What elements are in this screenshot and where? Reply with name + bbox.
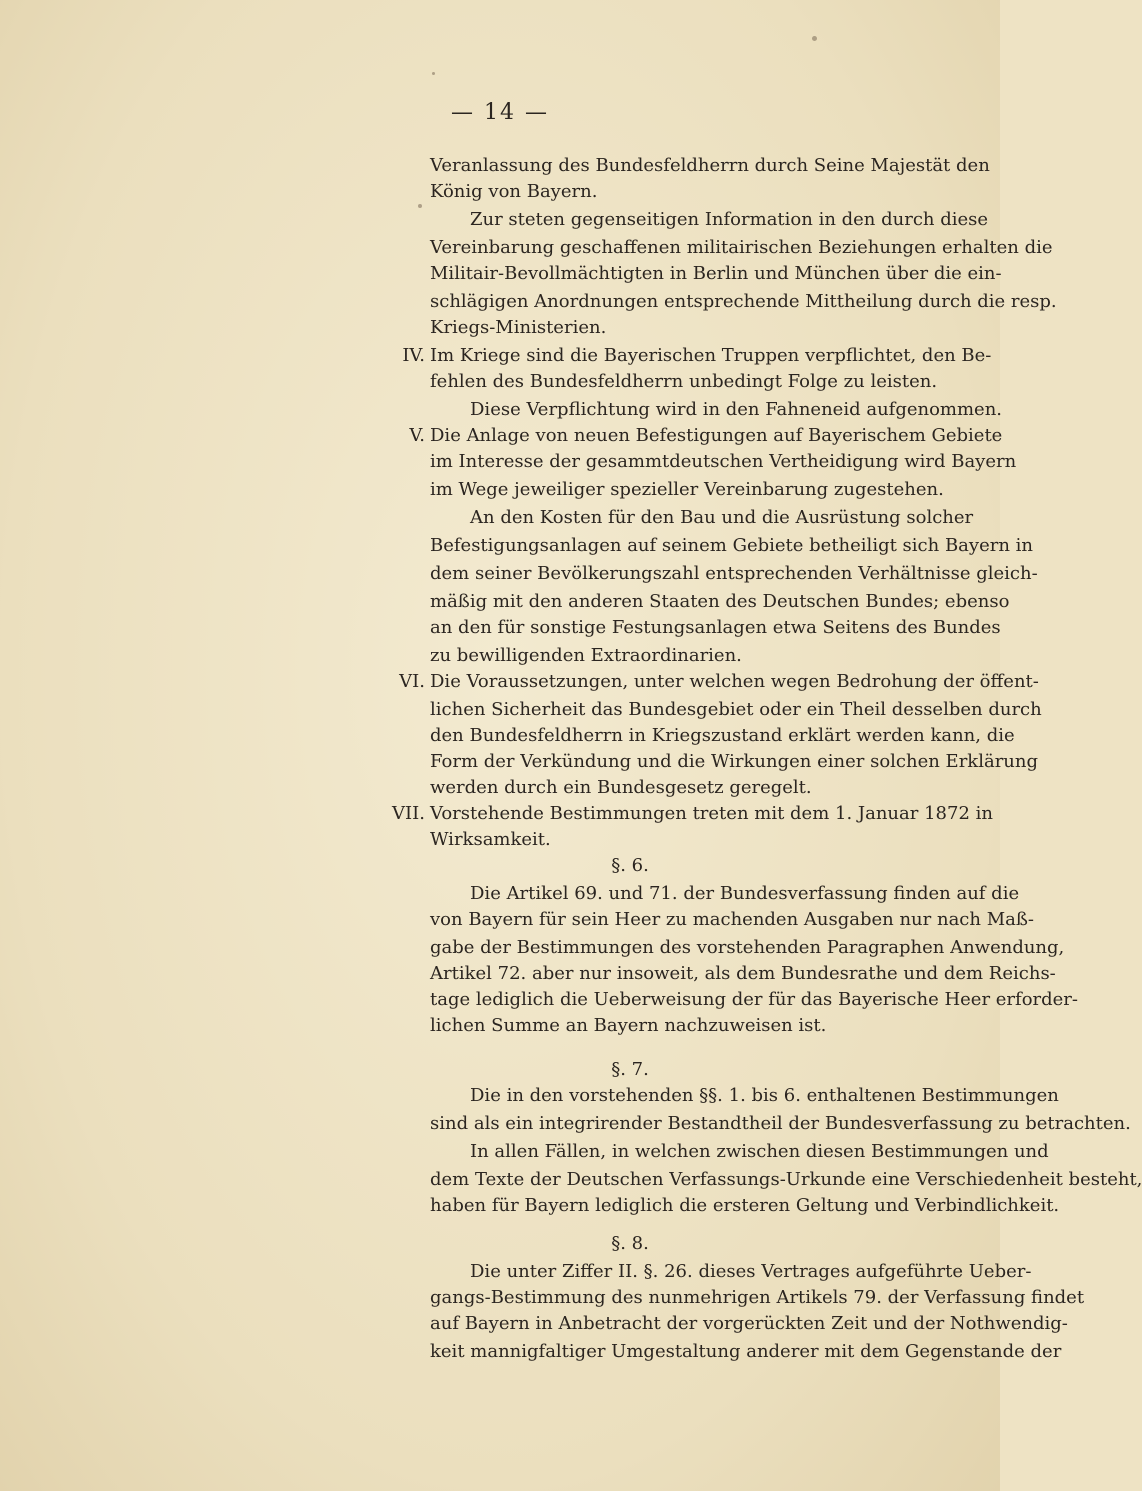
text-line: Veranlassung des Bundesfeldherrn durch Seine Majestät den (430, 155, 990, 176)
text-line: Vorstehende Bestimmungen treten mit dem 1. Januar 1872 in (430, 803, 993, 824)
section-heading: §. 6. (611, 855, 649, 876)
article-numeral: IV. (402, 345, 425, 366)
page-number: — 14 — (451, 100, 549, 125)
text-line: König von Bayern. (430, 181, 598, 202)
text-line: tage lediglich die Ueberweisung der für das Bayerische Heer erforder- (430, 989, 1078, 1010)
text-line: Diese Verpflichtung wird in den Fahneneid aufgenommen. (470, 399, 1003, 420)
paper-speck (812, 36, 817, 41)
text-line: keit mannigfaltiger Umgestaltung anderer mit dem Gegenstande der (430, 1341, 1062, 1362)
text-line: Artikel 72. aber nur insoweit, als dem Bundesrathe und dem Reichs- (430, 963, 1056, 984)
paper-speck (418, 204, 422, 208)
article-numeral: VI. (399, 671, 425, 692)
text-line: fehlen des Bundesfeldherrn unbedingt Folge zu leisten. (430, 371, 938, 392)
text-line: auf Bayern in Anbetracht der vorgerückten Zeit und der Nothwendig- (430, 1313, 1068, 1334)
text-line: werden durch ein Bundesgesetz geregelt. (430, 777, 812, 798)
text-line: Wirksamkeit. (430, 829, 551, 850)
text-line: im Interesse der gesammtdeutschen Vertheidigung wird Bayern (430, 451, 1017, 472)
article-numeral: VII. (392, 803, 425, 824)
text-line: Militair-Bevollmächtigten in Berlin und München über die ein- (430, 263, 1002, 284)
text-line: Befestigungsanlagen auf seinem Gebiete betheiligt sich Bayern in (430, 535, 1033, 556)
text-line: Vereinbarung geschaffenen militairischen Beziehungen erhalten die (430, 237, 1053, 258)
text-line: Im Kriege sind die Bayerischen Truppen verpflichtet, den Be- (430, 345, 992, 366)
text-line: gabe der Bestimmungen des vorstehenden Paragraphen Anwendung, (430, 937, 1065, 958)
text-line: Kriegs-Ministerien. (430, 317, 607, 338)
text-line: von Bayern für sein Heer zu machenden Ausgaben nur nach Maß- (430, 909, 1034, 930)
paper-speck (432, 72, 435, 75)
text-line: dem seiner Bevölkerungszahl entsprechenden Verhältnisse gleich- (430, 563, 1038, 584)
text-line: an den für sonstige Festungsanlagen etwa Seitens des Bundes (430, 617, 1001, 638)
text-line: Die Anlage von neuen Befestigungen auf Bayerischem Gebiete (430, 425, 1003, 446)
text-line: schlägigen Anordnungen entsprechende Mittheilung durch die resp. (430, 291, 1057, 312)
text-line: mäßig mit den anderen Staaten des Deutschen Bundes; ebenso (430, 591, 1010, 612)
text-line: Die Artikel 69. und 71. der Bundesverfassung finden auf die (470, 883, 1020, 904)
text-line: Zur steten gegenseitigen Information in den durch diese (470, 209, 989, 230)
text-line: Die unter Ziffer II. §. 26. dieses Vertrages aufgeführte Ueber- (470, 1261, 1032, 1282)
text-line: lichen Sicherheit das Bundesgebiet oder ein Theil desselben durch (430, 699, 1042, 720)
text-line: An den Kosten für den Bau und die Ausrüstung solcher (470, 507, 974, 528)
text-line: sind als ein integrirender Bestandtheil der Bundesverfassung zu betrachten. (430, 1113, 1131, 1134)
section-heading: §. 7. (611, 1059, 649, 1080)
section-heading: §. 8. (611, 1233, 649, 1254)
text-line: lichen Summe an Bayern nachzuweisen ist. (430, 1015, 827, 1036)
text-line: haben für Bayern lediglich die ersteren Geltung und Verbindlichkeit. (430, 1195, 1060, 1216)
text-line: dem Texte der Deutschen Verfassungs-Urkunde eine Verschiedenheit besteht, (430, 1169, 1142, 1190)
article-numeral: V. (409, 425, 425, 446)
text-line: Die Voraussetzungen, unter welchen wegen Bedrohung der öffent- (430, 671, 1039, 692)
text-line: den Bundesfeldherrn in Kriegszustand erklärt werden kann, die (430, 725, 1015, 746)
text-line: gangs-Bestimmung des nunmehrigen Artikels 79. der Verfassung findet (430, 1287, 1085, 1308)
text-line: zu bewilligenden Extraordinarien. (430, 645, 742, 666)
text-line: Form der Verkündung und die Wirkungen einer solchen Erklärung (430, 751, 1039, 772)
text-line: im Wege jeweiliger spezieller Vereinbarung zugestehen. (430, 479, 944, 500)
text-line: In allen Fällen, in welchen zwischen diesen Bestimmungen und (470, 1141, 1049, 1162)
text-line: Die in den vorstehenden §§. 1. bis 6. enthaltenen Bestimmungen (470, 1085, 1059, 1106)
